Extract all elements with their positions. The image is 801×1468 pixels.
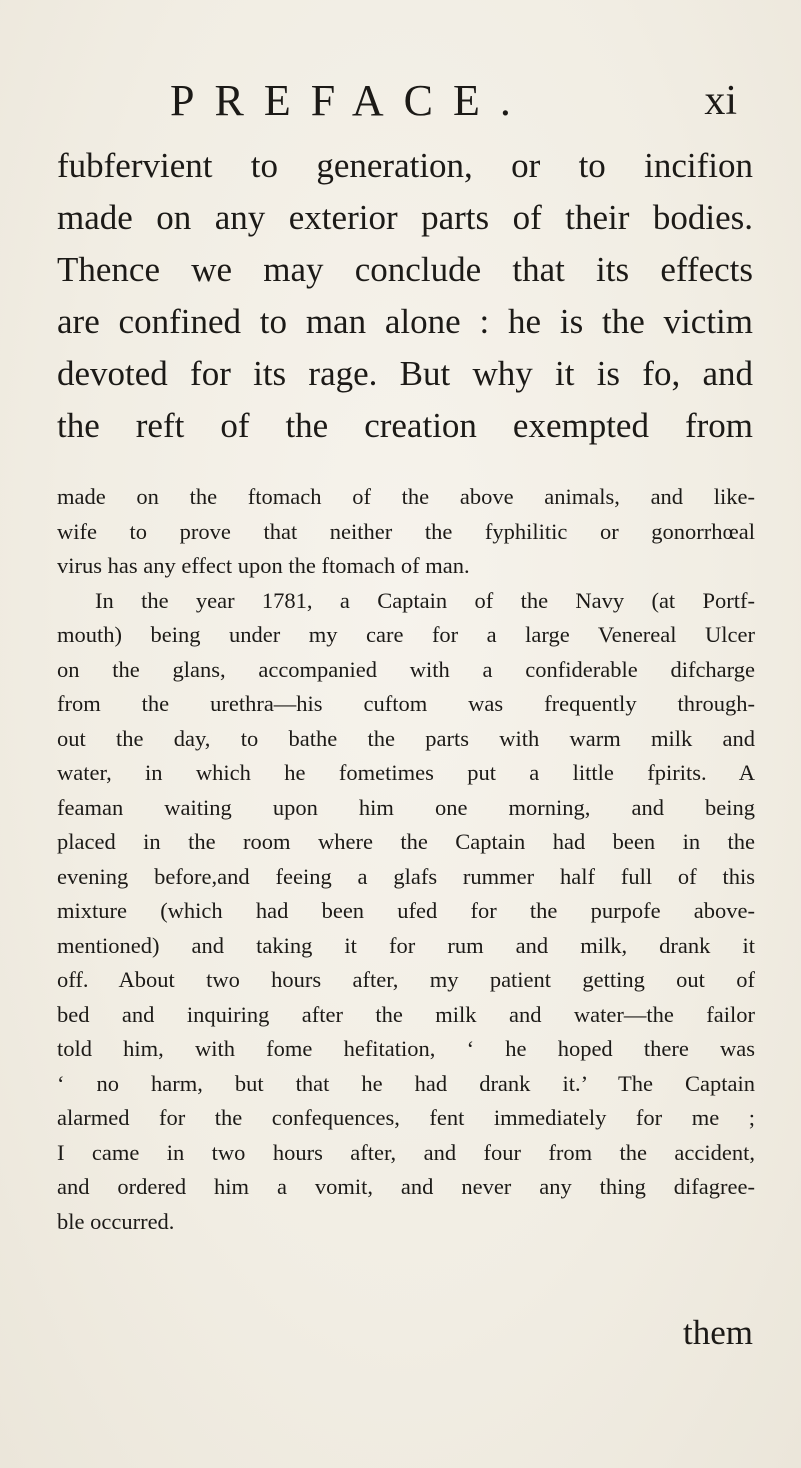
footnote-line: mixture (which had been ufed for the purpofe above- <box>57 898 755 923</box>
footnote-line: made on the ftomach of the above animals, and like- <box>57 484 755 509</box>
footnote-line: from the urethra—his cuftom was frequently through- <box>57 691 755 716</box>
main-text-line: devoted for its rage. But why it is fo, and <box>57 354 753 393</box>
page-number: xi <box>704 78 737 124</box>
page-header <box>0 76 801 126</box>
footnote-line: told him, with fome hefitation, ‘ he hoped there was <box>57 1036 755 1061</box>
footnote-line: on the glans, accompanied with a confiderable difcharge <box>57 656 755 682</box>
main-text-paragraph <box>57 140 753 452</box>
footnote-line: I came in two hours after, and four from the accident, <box>57 1139 755 1165</box>
footnote-line: mouth) being under my care for a large Venereal Ulcer <box>57 622 755 647</box>
footnote-line: In the year 1781, a Captain of the Navy (at Portf- <box>95 587 755 613</box>
main-text-line: made on any exterior parts of their bodies. <box>57 198 753 237</box>
footnote-line: off. About two hours after, my patient getting out of <box>57 967 755 992</box>
footnote-line: water, in which he fometimes put a little fpirits. A <box>57 760 755 785</box>
main-text-line: Thence we may conclude that its effects <box>57 250 753 289</box>
footnote-line: evening before,and feeing a glafs rummer half full of this <box>57 863 755 889</box>
running-title: PREFACE. <box>170 76 531 125</box>
footnote-line: placed in the room where the Captain had been in the <box>57 829 755 854</box>
footnote-line: feaman waiting upon him one morning, and being <box>57 794 755 820</box>
footnote-line: virus has any effect upon the ftomach of man. <box>57 553 470 578</box>
footnote-line: alarmed for the confequences, fent immediately for me ; <box>57 1105 755 1130</box>
footnote-line: mentioned) and taking it for rum and milk, drank it <box>57 932 755 958</box>
footnote <box>57 480 755 1239</box>
footnote-line: bed and inquiring after the milk and water—the failor <box>57 1001 755 1027</box>
main-text-line: the reft of the creation exempted from <box>57 406 753 445</box>
footnote-line: ‘ no harm, but that he had drank it.’ The Captain <box>57 1070 755 1096</box>
footnote-line: wife to prove that neither the fyphilitic or gonorrhœal <box>57 518 755 544</box>
footnote-line: ble occurred. <box>57 1208 175 1234</box>
footnote-line: out the day, to bathe the parts with warm milk and <box>57 725 755 751</box>
main-text-line: are confined to man alone : he is the victim <box>57 302 753 341</box>
catchword: them <box>683 1313 753 1352</box>
footnote-line: and ordered him a vomit, and never any thing difagree- <box>57 1174 755 1199</box>
main-text-line: fubfervient to generation, or to incifion <box>57 146 753 185</box>
